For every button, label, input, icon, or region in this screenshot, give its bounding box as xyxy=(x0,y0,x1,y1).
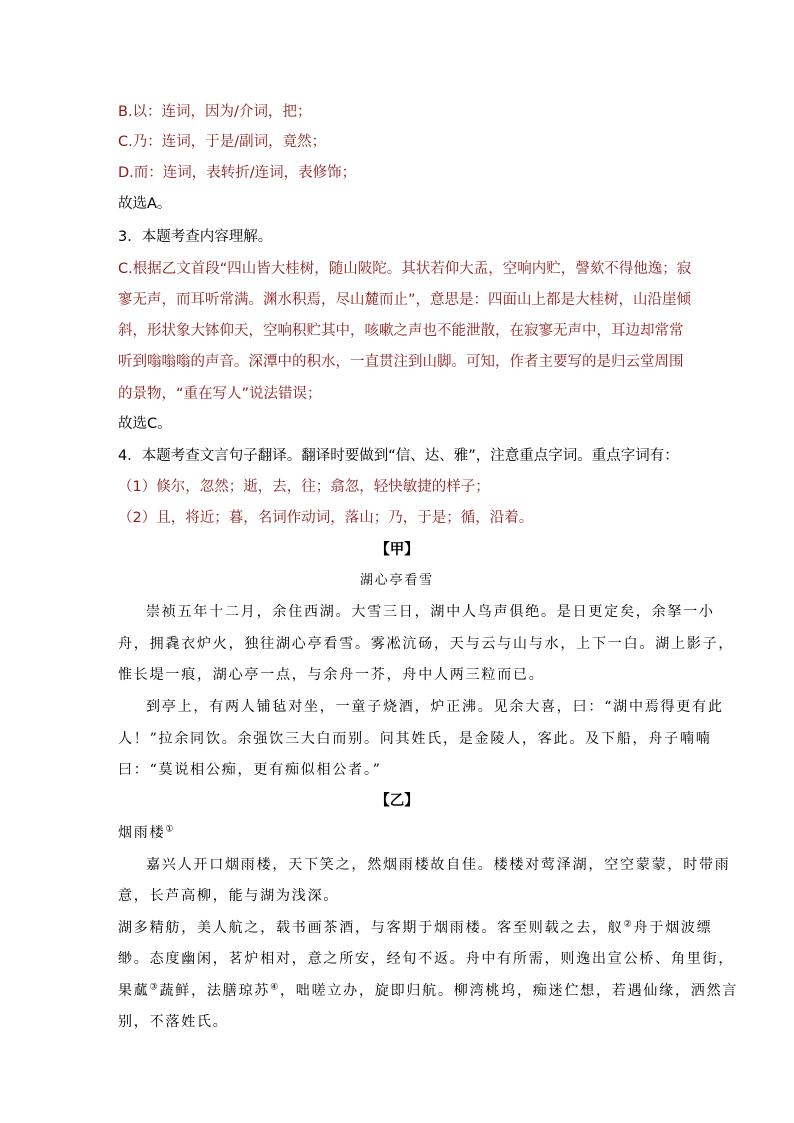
passage-jia-label: 【甲】 xyxy=(375,542,419,558)
jia-p2-line-1: 到亭上，有两人铺毡对坐，一童子烧酒，炉正沸。见余大喜，曰：“湖中焉得更有此 xyxy=(146,699,724,715)
q4-item-2: （2）且，将近；暮，名词作动词，落山；乃，于是；循，沿着。 xyxy=(118,510,534,526)
q4-item-1: （1）倏尔，忽然；逝，去，往；翕忽，轻快敏捷的样子； xyxy=(118,479,490,495)
yi-note-4-marker: ④ xyxy=(270,982,280,993)
yi-p2-l3-part-b: 蔬鲜，法膳琼苏 xyxy=(159,983,271,999)
jia-p2-line-2: 人！”拉余同饮。余强饮三大白而别。问其姓氏，是金陵人，客此。及下船，舟子喃喃 xyxy=(118,731,712,747)
answer-a: 故选A。 xyxy=(118,196,172,212)
yi-title-note-marker: ① xyxy=(165,824,176,835)
yi-note-2-marker: ② xyxy=(623,919,634,930)
yi-p1-line-1: 嘉兴人开口烟雨楼，天下笑之，然烟雨楼故自佳。楼楼对莺泽湖，空空蒙蒙，时带雨 xyxy=(146,857,731,873)
passage-yi-title xyxy=(118,823,678,843)
option-c-explanation: C.乃：连词，于是/副词，竟然； xyxy=(118,134,327,150)
yi-note-3-marker: ③ xyxy=(149,982,160,993)
jia-p1-line-2: 舟，拥毳衣炉火，独往湖心亭看雪。雾凇沆砀，天与云与山与水，上下一白。湖上影子， xyxy=(118,636,735,652)
q3-line-5: 的景物，“重在写人”说法错误； xyxy=(118,386,322,402)
yi-p2-line-2: 缈。态度幽闲，茗炉相对，意之所安，经旬不返。舟中有所需，则逸出宣公桥、角里街， xyxy=(118,951,735,967)
jia-p2-line-3: 曰：“莫说相公痴，更有痴似相公者。” xyxy=(118,762,382,778)
yi-p2-line-1 xyxy=(118,918,713,938)
passage-yi-label: 【乙】 xyxy=(375,793,419,809)
question-3-title: 3．本题考查内容理解。 xyxy=(118,229,273,245)
yi-title-text: 烟雨楼 xyxy=(118,825,166,841)
option-b-explanation: B.以：连词，因为/介词，把； xyxy=(118,104,312,120)
option-d-explanation: D.而：连词，表转折/连词，表修饰； xyxy=(118,165,357,181)
q3-line-3: 斜，形状象大钵仰天，空响积贮其中，咳嗽之声也不能泄散，在寂寥无声中，耳边却常常 xyxy=(118,323,684,339)
q3-line-2: 寥无声，而耳听常满。渊水积焉，尽山麓而止”，意思是：四面山上都是大桂树，山沿崖倾 xyxy=(118,292,692,308)
yi-p2-line-4: 别，不落姓氏。 xyxy=(118,1014,229,1030)
passage-jia-title: 湖心亭看雪 xyxy=(359,573,434,588)
yi-p2-line-3 xyxy=(118,981,739,1001)
q3-line-4: 听到嗡嗡嗡的声音。深潭中的积水，一直贯注到山脚。可知，作者主要写的是归云堂周围 xyxy=(118,354,684,370)
answer-c: 故选C。 xyxy=(118,416,172,432)
yi-p2-l1-part-b: 舟于烟波缥 xyxy=(633,920,713,936)
question-4-title: 4．本题考查文言句子翻译。翻译时要做到“信、达、雅”，注意重点字词。重点字词有： xyxy=(118,448,679,464)
jia-p1-line-1: 崇祯五年十二月，余住西湖。大雪三日，湖中人鸟声俱绝。是日更定矣，余拏一小 xyxy=(146,604,715,620)
q3-line-1: C.根据乙文首段“四山皆大桂树，随山陂陀。其状若仰大盂，空响内贮，謦欬不得他逸；寂 xyxy=(118,261,692,277)
jia-p1-line-3: 惟长堤一痕，湖心亭一点，与余舟一芥，舟中人两三粒而已。 xyxy=(118,667,545,683)
yi-p2-l1-part-a: 湖多精舫，美人航之，载书画茶酒，与客期于烟雨楼。客至则载之去，舣 xyxy=(118,920,624,936)
yi-p1-line-2: 意，长芦高柳，能与湖为浅深。 xyxy=(118,888,340,904)
yi-p2-l3-part-c: ，咄嗟立办，旋即归航。柳湾桃坞，痴迷伫想，若遇仙缘，洒然言 xyxy=(279,983,739,999)
yi-p2-l3-part-a: 果蓏 xyxy=(118,983,150,999)
